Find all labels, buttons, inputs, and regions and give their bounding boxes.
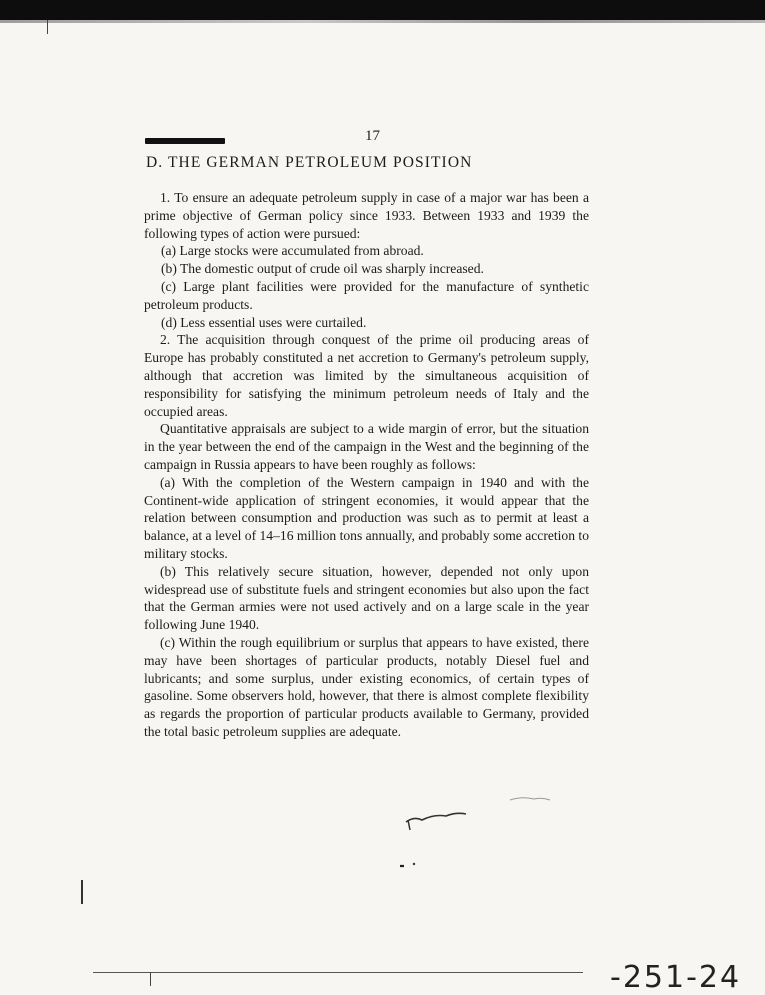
- list-item-1b: (b) The domestic output of crude oil was sharply increased.: [161, 261, 484, 277]
- document-code: -251-24: [610, 960, 742, 995]
- paragraph-2: 2. The acquisition through conquest of the prime oil producing areas of Europe has probably constituted a net accretion to Germany's petroleum supply, although that accretion was limited by the simultaneous acquisition of responsibility for satisfying the minimum petroleum needs of Italy and the occupied areas.: [144, 332, 589, 419]
- section-title: D. THE GERMAN PETROLEUM POSITION: [146, 154, 473, 171]
- scan-artifact-tick-bottom: [150, 972, 151, 986]
- list-item-2a: (a) With the completion of the Western campaign in 1940 and with the Continent-wide application of stringent economies, it would appear that the relation between consumption and production was such as to permit at least a balance, at a level of 14–16 million tons annually, and probably some accretion to military stocks.: [144, 474, 589, 561]
- paragraph-1: 1. To ensure an adequate petroleum supply in case of a major war has been a prime objective of German policy since 1933. Between 1933 and 1939 the following types of action were pursued:: [144, 190, 589, 241]
- list-item-2c: (c) Within the rough equilibrium or surplus that appears to have existed, there may have been shortages of particular products, notably Diesel fuel and lubricants; and some surplus, under existing economics, of certain types of gasoline. Some observers hold, however, that there is almost complete flexibility as regards the proportion of particular products available to Germany, provided the total basic petroleum supplies are adequate.: [144, 634, 589, 739]
- list-item-1d: (d) Less essential uses were curtailed.: [161, 314, 367, 330]
- bottom-rule: [93, 972, 583, 973]
- list-item-1a: (a) Large stocks were accumulated from abroad.: [161, 243, 424, 259]
- scan-artifact-tick: [47, 20, 48, 34]
- page-number: 17: [365, 128, 380, 144]
- paragraph-appraisal: Quantitative appraisals are subject to a wide margin of error, but the situation in the year between the end of the campaign in the West and the beginning of the campaign in Russia appears to have been roughly as follows:: [144, 421, 589, 472]
- document-body: [144, 189, 589, 741]
- list-item-1c: (c) Large plant facilities were provided for the manufacture of synthetic petroleum products.: [144, 278, 589, 312]
- redaction-bar: [145, 138, 225, 144]
- handwritten-mark: [400, 790, 560, 870]
- scan-artifact-mark: [81, 880, 83, 904]
- scan-top-edge: [0, 0, 765, 20]
- list-item-2b: (b) This relatively secure situation, however, depended not only upon widespread use of substitute fuels and stringent economies but also upon the fact that the German armies were not used actively and on a large scale in the year following June 1940.: [144, 563, 589, 633]
